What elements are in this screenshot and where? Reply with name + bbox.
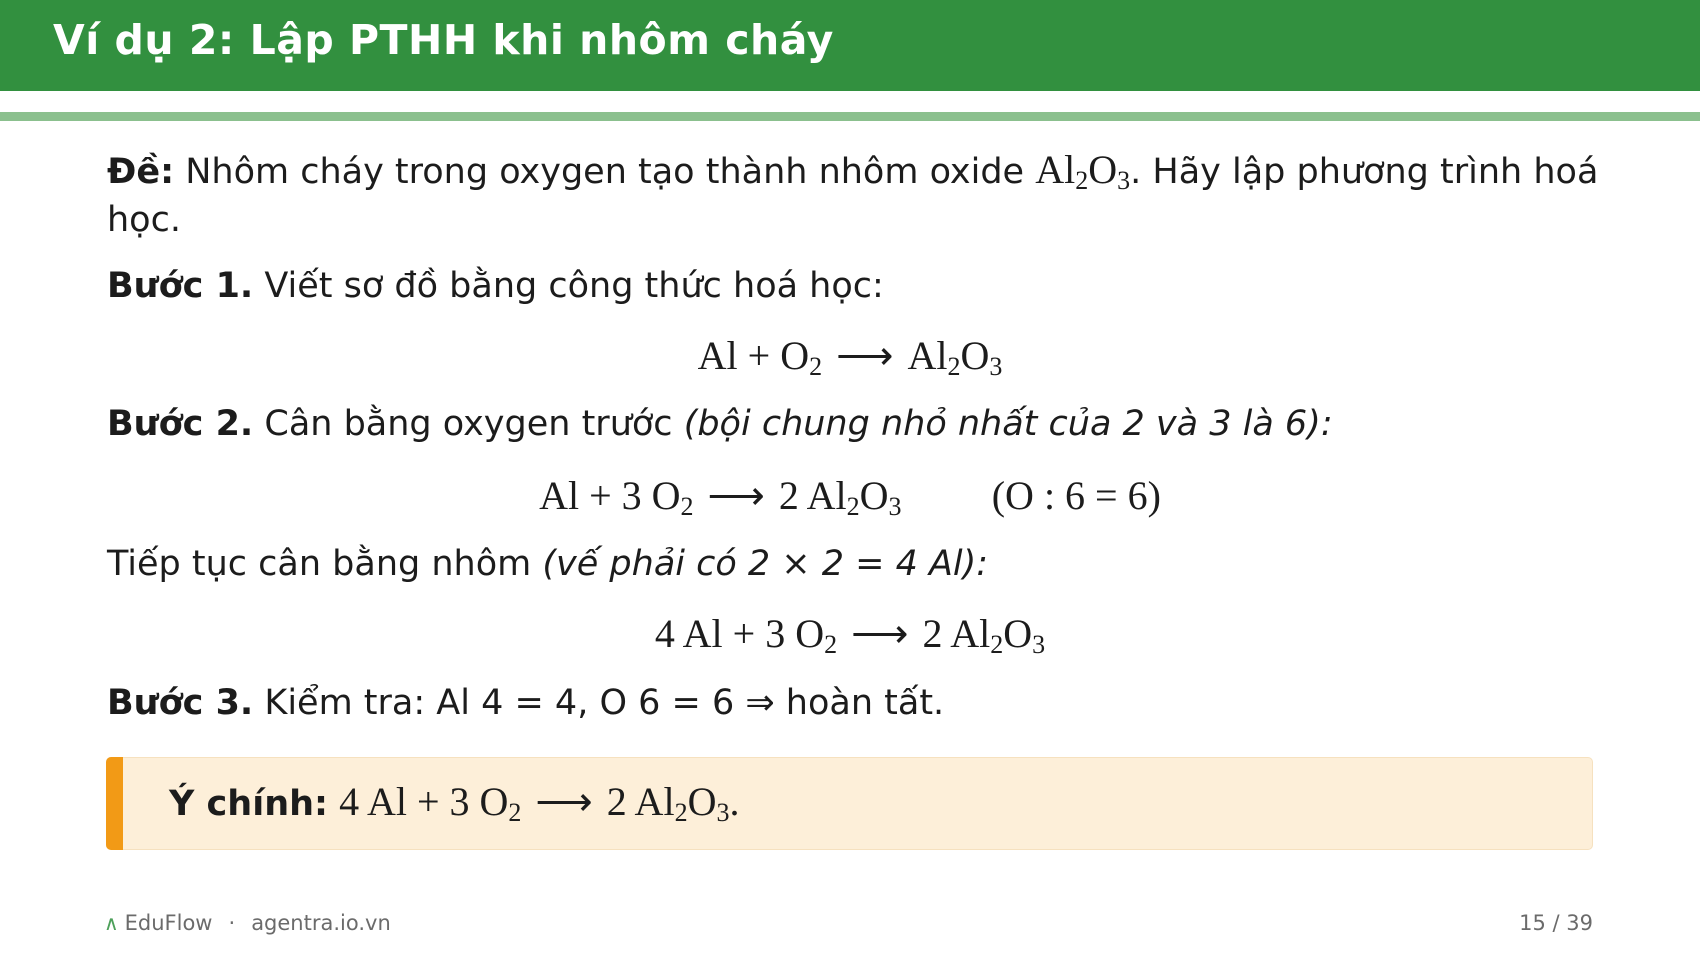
step1-line <box>107 264 884 308</box>
problem-formula: $Al_2O_3$ <box>1035 147 1131 195</box>
problem-text: Nhôm cháy trong oxygen tạo thành nhôm oxide <box>185 152 1025 192</box>
key-point-label: Ý chính: <box>169 784 329 824</box>
problem-text-line2: học. <box>107 200 181 240</box>
footer-separator: · <box>228 911 236 935</box>
continue-note: (vế phải có 2 × 2 = 4 Al): <box>542 544 989 584</box>
footer-site: agentra.io.vn <box>251 911 391 935</box>
step2-note: (bội chung nhỏ nhất của 2 và 3 là 6): <box>683 404 1333 444</box>
step2-equation-row <box>0 472 1700 528</box>
continue-text: Tiếp tục cân bằng nhôm <box>107 544 532 584</box>
step1-text: Viết sơ đồ bằng công thức hoá học: <box>264 266 884 306</box>
eduflow-logo-icon: ∧ <box>104 911 119 935</box>
problem-text-after: . Hãy lập phương trình hoá <box>1130 152 1599 192</box>
step3-line <box>107 681 944 725</box>
continue-equation: 4 Al + 3 $O_2$ ⟶ 2 $Al_2O_3$ <box>654 611 1046 659</box>
slide-title: Ví dụ 2: Lập PTHH khi nhôm cháy <box>53 16 834 64</box>
step2-text: Cân bằng oxygen trước <box>264 404 673 444</box>
step3-text: Kiểm tra: Al 4 = 4, O 6 = 6 ⇒ hoàn tất. <box>264 683 945 723</box>
step1-label: Bước 1. <box>107 266 254 306</box>
header-divider <box>0 112 1700 121</box>
key-point-content <box>169 780 739 826</box>
key-point-callout <box>106 757 1593 850</box>
callout-accent-bar <box>106 757 123 850</box>
step3-label: Bước 3. <box>107 683 254 723</box>
footer-brand: EduFlow <box>124 911 213 935</box>
step2-check: (O : 6 = 6) <box>991 473 1161 518</box>
step2-equation: Al + 3 $O_2$ ⟶ 2 $Al_2O_3$ <box>539 473 902 521</box>
problem-line-2 <box>107 198 181 242</box>
key-point-equation: 4 Al + 3 $O_2$ ⟶ 2 $Al_2O_3$. <box>339 779 740 827</box>
problem-label: Đề: <box>107 152 175 192</box>
step2-line <box>107 402 1333 446</box>
step2-label: Bước 2. <box>107 404 254 444</box>
slide-footer <box>104 911 391 935</box>
page-number: 15 / 39 <box>1519 911 1593 935</box>
step1-equation: $Al + O_2$ ⟶ $Al_2O_3$ <box>697 333 1003 381</box>
slide-header <box>0 0 1700 91</box>
continue-line <box>107 542 988 586</box>
problem-line-1 <box>107 148 1598 194</box>
